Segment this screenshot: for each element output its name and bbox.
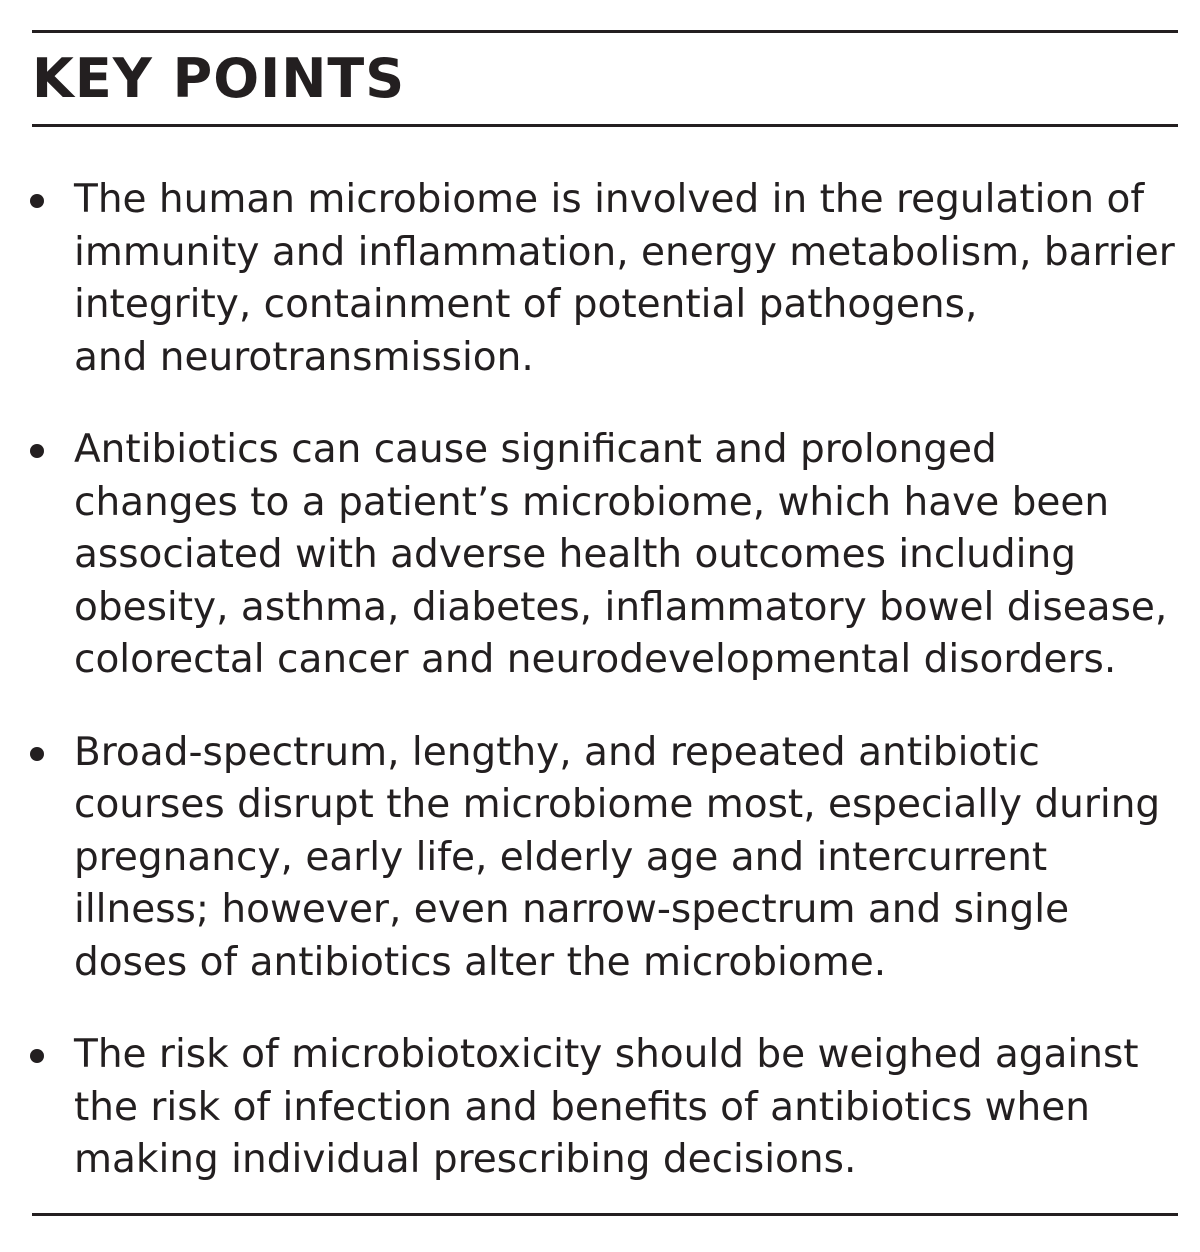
bullet-icon	[30, 1049, 44, 1063]
heading-rule	[32, 124, 1178, 127]
text-line: The human microbiome is involved in the regulation of	[74, 177, 1145, 222]
text-line: Broad-spectrum, lengthy, and repeated antibiotic	[74, 729, 1040, 775]
key-points-heading: KEY POINTS	[32, 47, 406, 110]
text-line: colorectal cancer and neurodevelopmental disorders.	[74, 637, 1117, 682]
text-line: The risk of microbiotoxicity should be weighed against	[74, 1032, 1139, 1077]
bullet-icon	[30, 747, 44, 761]
key-point-2	[0, 424, 1200, 687]
bullet-icon	[30, 444, 44, 458]
text-line: Antibiotics can cause significant and prolonged	[74, 427, 997, 472]
text-line: courses disrupt the microbiome most, especially during	[74, 782, 1161, 827]
text-line: and neurotransmission.	[74, 334, 534, 380]
key-point-4	[0, 1029, 1200, 1187]
text-line: doses of antibiotics alter the microbiome.	[74, 939, 887, 985]
bottom-rule	[32, 1213, 1178, 1216]
key-point-3	[0, 727, 1200, 990]
key-point-text	[74, 727, 1200, 990]
text-line: immunity and inflammation, energy metabolism, barrier	[74, 229, 1175, 275]
key-point-text	[74, 174, 1200, 384]
key-point-1	[0, 174, 1200, 384]
text-line: changes to a patient’s microbiome, which have been	[74, 479, 1110, 525]
top-rule	[32, 30, 1178, 33]
text-line: making individual prescribing decisions.	[74, 1137, 857, 1182]
text-line: integrity, containment of potential pathogens,	[74, 282, 978, 327]
text-line: illness; however, even narrow-spectrum and single	[74, 887, 1070, 932]
text-line: associated with adverse health outcomes including	[74, 532, 1076, 577]
key-point-text	[74, 1029, 1200, 1187]
key-points-list	[0, 174, 1200, 1227]
bullet-icon	[30, 194, 44, 208]
key-point-text	[74, 424, 1200, 687]
text-line: obesity, asthma, diabetes, inflammatory bowel disease,	[74, 584, 1168, 630]
text-line: pregnancy, early life, elderly age and intercurrent	[74, 834, 1048, 880]
text-line: the risk of infection and benefits of antibiotics when	[74, 1084, 1090, 1130]
